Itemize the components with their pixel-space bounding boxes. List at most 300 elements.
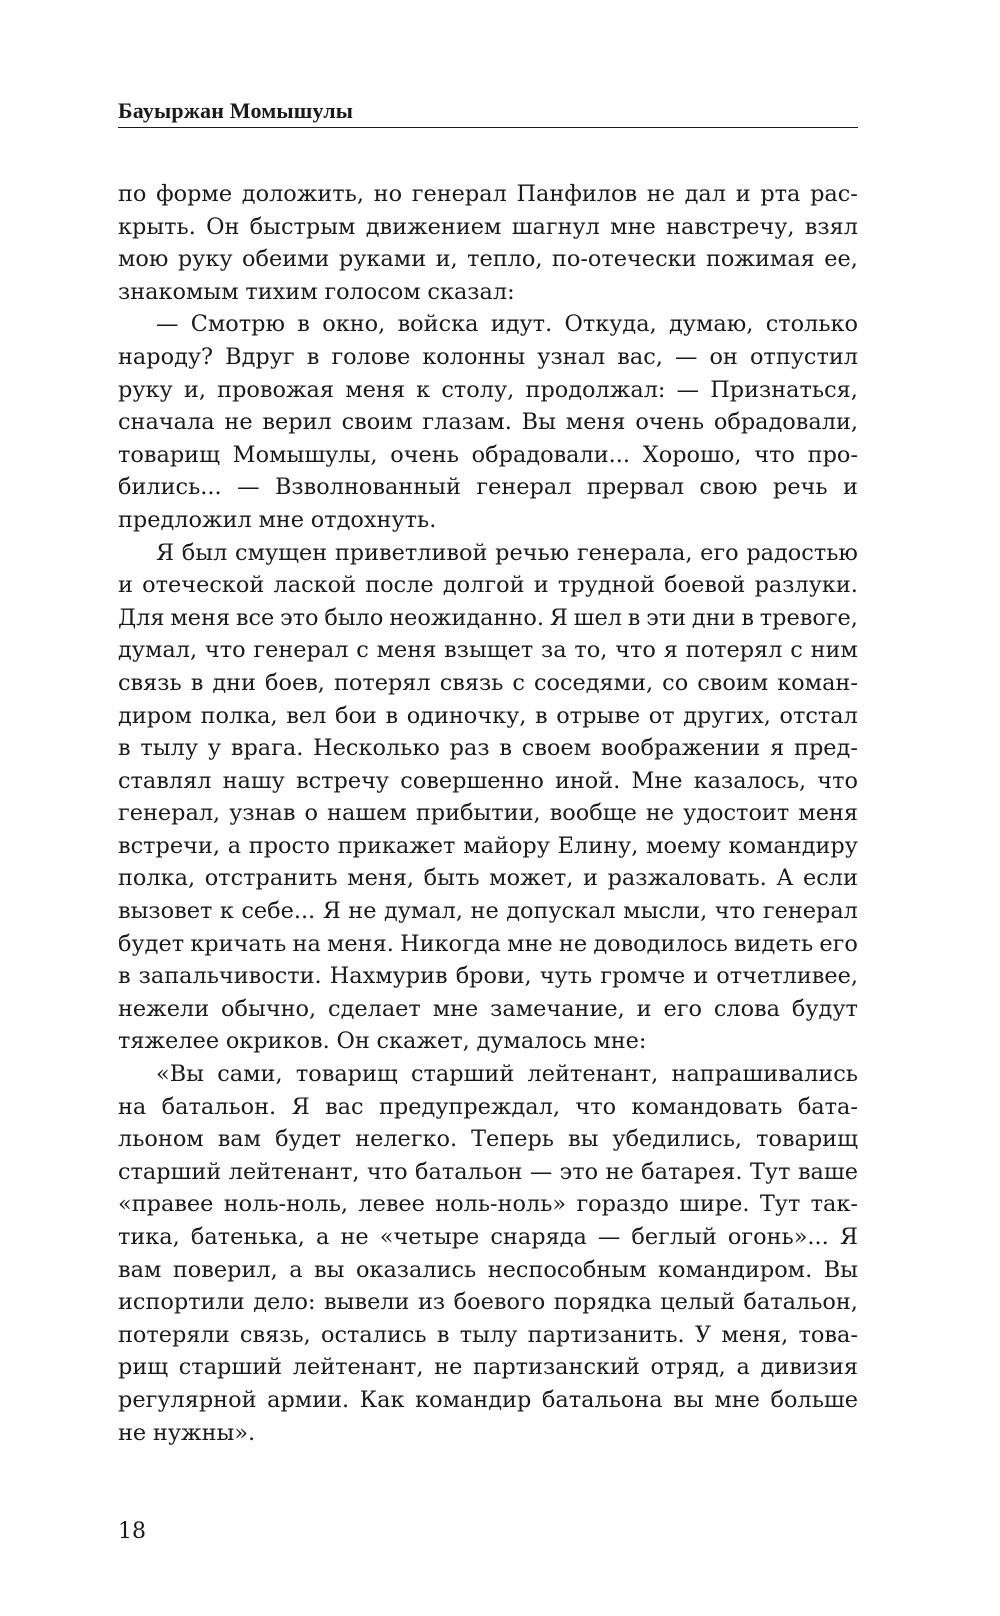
word: тылу — [140, 735, 199, 762]
word: Я — [839, 1224, 858, 1250]
word: разлуки. — [754, 572, 858, 599]
word: дивизия — [760, 1354, 858, 1381]
word: вас — [325, 1093, 364, 1120]
word: узнал — [537, 343, 606, 370]
word: что — [615, 637, 656, 664]
word: обеими — [241, 246, 330, 273]
word: армии. — [267, 1386, 350, 1413]
word: мне — [610, 213, 656, 240]
word: вас, — [617, 343, 663, 370]
word: Елину, — [557, 832, 639, 859]
word: вообще — [549, 800, 637, 827]
word: на — [292, 930, 321, 957]
word: все — [235, 604, 275, 631]
word: по — [118, 181, 147, 207]
word: если — [802, 865, 858, 892]
word: Панфилов — [516, 181, 638, 207]
word: шел — [573, 604, 622, 631]
word: обрадовали... — [471, 441, 631, 468]
word: и — [735, 181, 751, 207]
word: неспособным — [487, 1256, 647, 1283]
word: вывели — [324, 1289, 410, 1316]
text-line — [118, 1286, 858, 1319]
word: к — [416, 376, 431, 403]
word: обычно, — [221, 995, 317, 1022]
word: дело: — [253, 1289, 316, 1316]
word: меня — [345, 376, 405, 403]
word: не — [646, 181, 675, 207]
word: майору — [463, 832, 550, 859]
word: я — [663, 637, 678, 664]
word: руками — [338, 246, 427, 273]
text-line — [118, 1384, 858, 1417]
word: своим — [697, 669, 769, 696]
word: связь, — [239, 1321, 311, 1348]
word: одиночку, — [406, 702, 527, 729]
word: предупреждал, — [378, 1093, 561, 1120]
word: быть — [423, 865, 480, 892]
word: ноль-ноль» — [435, 1191, 567, 1218]
word: что — [714, 898, 756, 925]
word: нелегко. — [355, 1126, 458, 1153]
word: боевой — [664, 572, 746, 599]
word: у — [207, 735, 222, 762]
text-line — [118, 569, 858, 602]
word: товарищ — [118, 441, 220, 468]
word: командовать — [631, 1093, 783, 1120]
word: речью — [495, 539, 570, 566]
word: коман- — [777, 669, 858, 696]
word: потерял — [333, 669, 431, 696]
word: в — [118, 735, 131, 762]
word: народу? — [118, 343, 214, 370]
word: генерал — [411, 181, 507, 207]
word: его — [819, 930, 858, 957]
word: вам — [118, 1256, 162, 1283]
word: ваше — [797, 1158, 858, 1185]
word: а — [736, 1354, 750, 1381]
word: мне — [714, 1386, 760, 1413]
text-line — [118, 1351, 858, 1384]
word: после — [365, 572, 434, 599]
word: он — [709, 343, 738, 370]
word: окриков. — [225, 1028, 330, 1055]
word: товарищ — [756, 1126, 858, 1153]
word: в — [385, 702, 399, 729]
word: знакомым — [118, 278, 239, 305]
word: от — [648, 702, 675, 729]
word: будут — [791, 995, 858, 1022]
word: батальон. — [161, 1093, 277, 1120]
word: сделает — [328, 995, 421, 1022]
word: смущен — [235, 539, 328, 566]
body-text — [118, 178, 858, 1449]
word: огонь»... — [727, 1224, 829, 1250]
word: нашу — [222, 767, 285, 794]
word: партизанить. — [527, 1321, 685, 1348]
word: разжаловать. — [607, 865, 767, 892]
word: бились... — [118, 474, 222, 501]
text-line — [118, 1221, 858, 1254]
word: — — [529, 1158, 553, 1185]
word: себе... — [241, 898, 316, 925]
word: отстранить — [204, 865, 338, 892]
word: Нахмурив — [329, 963, 448, 990]
word: боев, — [264, 669, 325, 696]
word: удостоит — [683, 800, 790, 827]
word: быстрым — [249, 213, 356, 240]
word: форме — [156, 181, 233, 207]
word: ноль-ноль, — [223, 1191, 349, 1218]
word: в — [627, 604, 641, 631]
word: шире. — [679, 1191, 750, 1218]
word: я — [770, 735, 785, 762]
text-line — [118, 1319, 858, 1352]
word: генерал — [253, 637, 349, 664]
word: — — [237, 474, 260, 501]
word: обрадовали, — [713, 409, 858, 436]
word: Он — [336, 1028, 370, 1055]
word: батальон — [415, 1158, 523, 1185]
word: так- — [810, 1191, 858, 1218]
word: будет — [118, 930, 185, 957]
word: лейтенант, — [527, 1061, 659, 1088]
text-line — [118, 1091, 858, 1124]
word: доложить, — [241, 181, 364, 207]
word: генерал — [476, 474, 572, 501]
word: брови, — [455, 963, 532, 990]
word: а — [316, 1224, 330, 1250]
word: Никогда — [400, 930, 501, 957]
word: Я — [549, 604, 568, 631]
word: меня — [798, 800, 858, 827]
word: продолжал: — [525, 376, 666, 403]
word: меня. — [327, 930, 394, 957]
word: батальон, — [743, 1289, 858, 1316]
word: вы — [673, 1386, 704, 1413]
word: движением — [365, 213, 502, 240]
word: больше — [770, 1386, 858, 1413]
word: Взволнованный — [274, 474, 461, 501]
word: по-отечески — [551, 246, 697, 273]
word: отряд, — [650, 1354, 726, 1381]
word: свою — [699, 474, 758, 501]
word: Я — [291, 1093, 310, 1120]
word: Я — [156, 539, 175, 566]
word: встречи, — [118, 832, 220, 859]
text-line — [118, 341, 858, 374]
word: меня — [170, 604, 231, 631]
word: боевого — [453, 1289, 546, 1316]
word: это — [280, 604, 319, 631]
word: был — [181, 539, 228, 566]
word: не — [434, 1354, 463, 1381]
text-line — [118, 1254, 858, 1287]
word: сначала — [118, 409, 215, 436]
word: Он — [206, 213, 240, 240]
word: тревоге, — [759, 604, 858, 631]
word: руку — [177, 246, 233, 273]
word: очень — [635, 409, 705, 436]
word: с — [512, 669, 525, 696]
word: думалось — [476, 1028, 587, 1055]
word: старший — [178, 1354, 283, 1381]
word: това- — [798, 1321, 858, 1348]
word: было — [324, 604, 384, 631]
word: казалось, — [693, 767, 807, 794]
word: в — [499, 735, 512, 762]
word: старший — [118, 1158, 222, 1185]
text-line — [118, 634, 858, 667]
word: руку — [118, 376, 173, 403]
word: вызовет — [118, 898, 213, 925]
text-line — [118, 1123, 858, 1156]
word: запальчивости. — [138, 963, 322, 990]
word: Мне — [631, 767, 683, 794]
word: вы — [567, 1126, 599, 1153]
word: «Вы — [156, 1061, 204, 1088]
word: доводилось — [593, 930, 728, 957]
text-line — [118, 439, 858, 472]
word: эти — [646, 604, 687, 631]
word: взял — [804, 213, 858, 240]
word: сказал: — [427, 278, 515, 305]
word: и — [693, 963, 709, 990]
word: потерял — [685, 637, 783, 664]
text-line — [118, 1156, 858, 1189]
word: речь — [773, 474, 828, 501]
word: раз — [449, 735, 490, 762]
text-line — [118, 1188, 858, 1221]
word: врага. — [230, 735, 304, 762]
word: связь — [439, 669, 504, 696]
word: с — [790, 637, 803, 664]
word: командиру — [728, 832, 858, 859]
word: сами, — [217, 1061, 283, 1088]
word: меня — [565, 409, 626, 436]
word: отрыве — [556, 702, 641, 729]
word: соседями, — [533, 669, 654, 696]
word: старший — [411, 1061, 515, 1088]
word: его — [663, 995, 702, 1022]
word: отчетливее, — [716, 963, 858, 990]
word: моему — [646, 832, 721, 859]
text-line — [118, 993, 858, 1026]
word: тепло, — [467, 246, 543, 273]
word: Вдруг — [225, 343, 295, 370]
running-header — [118, 96, 858, 128]
word: мне: — [593, 1028, 647, 1055]
word: окно, — [322, 311, 386, 338]
word: с — [356, 637, 369, 664]
word: батенька, — [190, 1224, 305, 1250]
word: что — [366, 1158, 408, 1185]
word: лаской — [273, 572, 357, 599]
word: будет — [275, 1126, 342, 1153]
word: думал, — [118, 637, 198, 664]
word: своим — [341, 409, 413, 436]
text-line — [118, 797, 858, 830]
word: в — [306, 343, 320, 370]
word: Вы — [823, 1256, 858, 1283]
word: генерала, — [576, 539, 693, 566]
word: — — [156, 311, 179, 338]
word: рищ — [118, 1354, 169, 1381]
text-line — [118, 471, 858, 504]
word: Я — [322, 898, 341, 925]
word: из — [418, 1289, 446, 1316]
page-number: 18 — [118, 1519, 146, 1544]
word: тихим — [245, 278, 318, 305]
word: о — [304, 800, 318, 827]
text-line — [118, 406, 858, 439]
word: лейтенант, — [228, 1158, 360, 1185]
word: за — [541, 637, 567, 664]
word: и — [533, 572, 549, 599]
word: тяжелее — [118, 1028, 220, 1055]
word: думал, — [383, 898, 464, 925]
word: беглый — [631, 1224, 717, 1250]
text-line — [118, 602, 858, 635]
word: к — [219, 898, 234, 925]
word: убедились, — [612, 1126, 743, 1153]
word: что — [817, 767, 858, 794]
word: — — [674, 343, 698, 370]
word: совершенно — [400, 767, 544, 794]
word: чуть — [539, 963, 593, 990]
word: Откуда, — [564, 311, 657, 338]
word: отпустил — [749, 343, 858, 370]
word: нужны». — [152, 1419, 256, 1446]
word: меня, — [721, 1321, 789, 1348]
word: долгой — [442, 572, 525, 599]
word: иной. — [554, 767, 621, 794]
word: и, — [435, 246, 458, 273]
word: целый — [660, 1289, 735, 1316]
word: остались — [320, 1321, 427, 1348]
word: Признаться, — [710, 376, 858, 403]
word: и — [843, 474, 858, 501]
word: провожая — [217, 376, 335, 403]
word: встречу — [295, 767, 390, 794]
word: отдохнуть. — [310, 506, 437, 533]
word: про- — [807, 441, 858, 468]
word: а — [289, 1256, 303, 1283]
word: колонны — [422, 343, 526, 370]
word: левее — [358, 1191, 425, 1218]
text-line — [118, 504, 858, 537]
word: идут. — [490, 311, 553, 338]
running-header-author: Бауыржан Момышулы — [118, 98, 354, 123]
word: У — [694, 1321, 712, 1348]
text-line — [118, 211, 858, 244]
word: но — [373, 181, 403, 207]
word: Теперь — [471, 1126, 554, 1153]
word: что — [575, 1093, 617, 1120]
text-line — [118, 308, 858, 341]
word: — — [676, 376, 700, 403]
word: предложил — [118, 506, 252, 533]
word: командир — [415, 1386, 532, 1413]
word: приветливой — [334, 539, 488, 566]
word: прервал — [586, 474, 684, 501]
word: кричать — [190, 930, 287, 957]
word: генерал, — [118, 800, 221, 827]
word: в — [534, 702, 548, 729]
text-line — [118, 537, 858, 570]
word: Как — [359, 1386, 405, 1413]
word: мысли, — [623, 898, 708, 925]
word: дни — [691, 604, 736, 631]
word: что — [204, 637, 246, 664]
word: батальона — [541, 1386, 663, 1413]
word: ним — [810, 637, 858, 664]
word: партизанский — [473, 1354, 640, 1381]
word: столу, — [441, 376, 515, 403]
word: вел — [286, 702, 327, 729]
word: нежели — [118, 995, 210, 1022]
word: вам — [217, 1126, 262, 1153]
word: слова — [713, 995, 781, 1022]
text-line — [118, 1058, 858, 1091]
word: в — [190, 669, 204, 696]
word: верил — [262, 409, 332, 436]
word: дал — [684, 181, 726, 207]
text-line — [118, 960, 858, 993]
text-line — [118, 830, 858, 863]
word: не — [558, 930, 588, 957]
word: допускал — [506, 898, 616, 925]
text-line — [118, 765, 858, 798]
word: и — [118, 572, 133, 599]
word: крыть. — [118, 213, 196, 240]
word: очень — [390, 441, 459, 468]
word: тика, — [118, 1224, 180, 1250]
text-line — [118, 374, 858, 407]
word: это — [559, 1158, 599, 1185]
word: полка, — [118, 865, 196, 892]
word: «четыре — [379, 1224, 480, 1250]
word: столько — [765, 311, 858, 338]
word: мне — [258, 506, 305, 533]
word: скажет, — [376, 1028, 470, 1055]
word: прикажет — [337, 832, 456, 859]
word: что — [754, 441, 795, 468]
word: воображении — [600, 735, 761, 762]
word: отстал — [779, 702, 858, 729]
word: бата- — [797, 1093, 858, 1120]
text-line — [118, 895, 858, 928]
word: Для — [118, 604, 165, 631]
word: голосом — [324, 278, 421, 305]
word: Тут — [750, 1158, 791, 1185]
word: нашем — [327, 800, 407, 827]
word: товарищ — [295, 1061, 398, 1088]
word: может, — [489, 865, 574, 892]
word: навстречу, — [666, 213, 795, 240]
word: думаю, — [669, 311, 754, 338]
word: полка, — [200, 702, 278, 729]
word: не — [118, 1419, 147, 1446]
word: его — [700, 539, 739, 566]
word: Хорошо, — [642, 441, 742, 468]
word: на — [118, 1093, 147, 1120]
word: радостью — [746, 539, 858, 566]
word: связь — [118, 669, 182, 696]
word: других, — [683, 702, 771, 729]
word: и — [636, 995, 652, 1022]
text-line — [118, 862, 858, 895]
